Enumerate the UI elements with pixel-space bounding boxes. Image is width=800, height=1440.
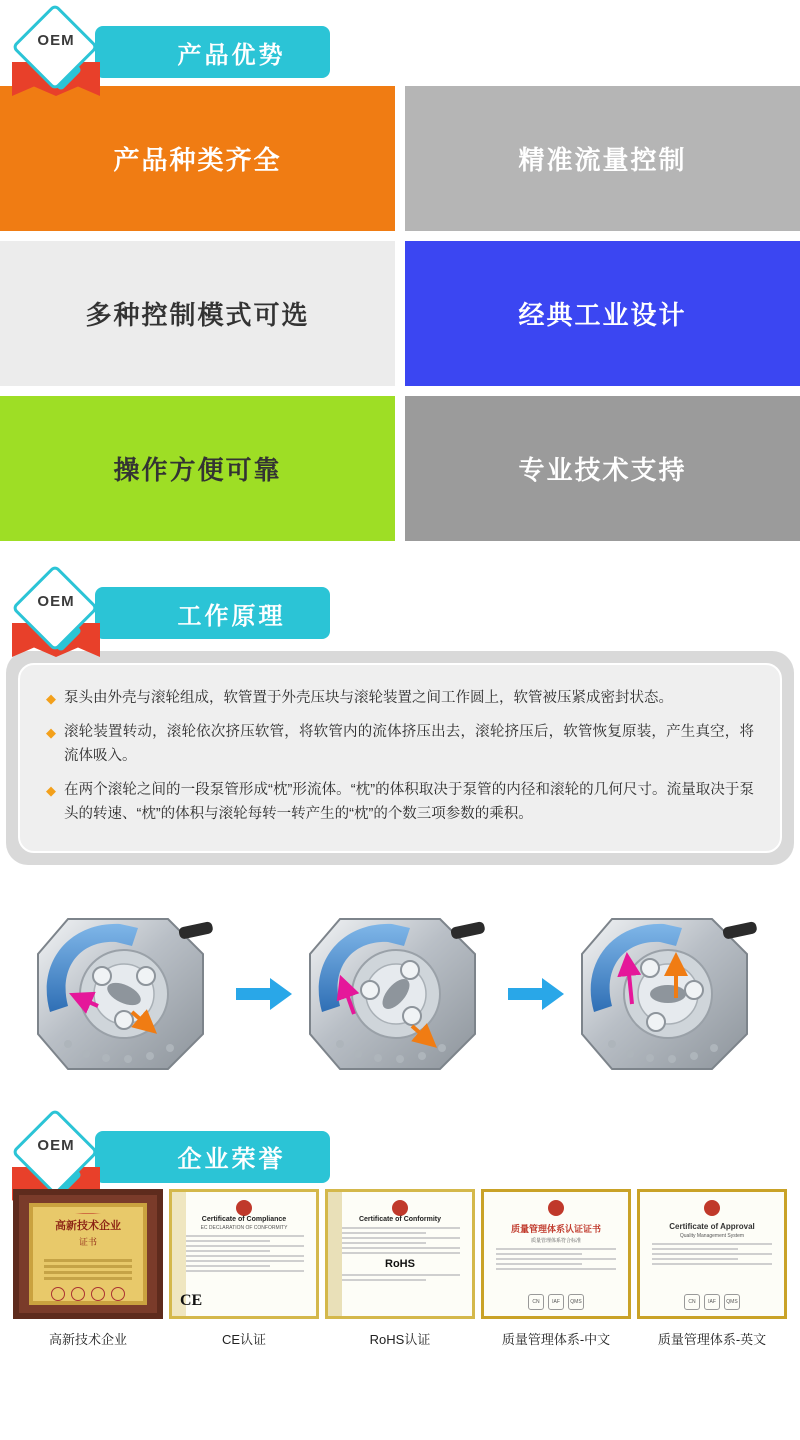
cert-title-4: 质量管理体系认证证书 bbox=[510, 1223, 601, 1234]
cert-body-lines-2 bbox=[334, 1274, 466, 1281]
badge-icon: CN bbox=[528, 1294, 544, 1310]
oem-ribbon-icon-2 bbox=[10, 575, 106, 667]
arrow-right-icon-2 bbox=[506, 974, 566, 1014]
pump-stage-3-icon bbox=[572, 894, 772, 1094]
advantage-label-1: 产品种类齐全 bbox=[113, 145, 282, 175]
diamond-bullet-icon: ◆ bbox=[46, 724, 56, 740]
cert-title-3: Certificate of Conformity bbox=[358, 1215, 442, 1223]
certificate-item-2 bbox=[169, 1189, 319, 1348]
plaque-inner bbox=[29, 1203, 147, 1305]
advantage-cell-3 bbox=[0, 241, 395, 386]
certificate-item-3 bbox=[325, 1189, 475, 1348]
section-title-advantage: 产品优势 bbox=[95, 26, 330, 78]
certificate-item-5 bbox=[637, 1189, 787, 1348]
principle-point-3 bbox=[46, 779, 754, 827]
certificate-image-ce[interactable] bbox=[169, 1189, 319, 1319]
advantage-label-6: 专业技术支持 bbox=[518, 455, 687, 485]
principle-panel-outer bbox=[6, 651, 794, 865]
badge-icon: CN bbox=[684, 1294, 700, 1310]
cert-sub-3: RoHS bbox=[385, 1257, 415, 1270]
section-header-advantage bbox=[0, 0, 800, 78]
cert-sub-1: 证书 bbox=[78, 1236, 97, 1247]
pump-stage-1-icon bbox=[28, 894, 228, 1094]
diamond-bullet-icon: ◆ bbox=[46, 691, 56, 706]
advantage-cell-4 bbox=[405, 241, 800, 386]
cert-side-band bbox=[328, 1192, 342, 1316]
principle-text-3: 在两个滚轮之间的一段泵管形成“枕”形流体。“枕”的体积取决于泵管的内径和滚轮的几何尺寸。流量取决于泵头的转速、“枕”的体积与滚轮每转一转产生的“枕”的个数三项参数的乘积。 bbox=[64, 781, 754, 822]
section-title-honor: 企业荣誉 bbox=[95, 1131, 330, 1183]
advantage-grid bbox=[0, 86, 800, 541]
certificate-image-iso-en[interactable] bbox=[637, 1189, 787, 1319]
certificate-label-1: 高新技术企业 bbox=[48, 1331, 127, 1347]
badge-icon: IAF bbox=[548, 1294, 564, 1310]
certificate-label-3: RoHS认证 bbox=[369, 1331, 431, 1347]
advantage-label-5: 操作方便可靠 bbox=[113, 455, 282, 485]
advantage-label-2: 精准流量控制 bbox=[518, 145, 687, 175]
cert-emblem-icon bbox=[236, 1200, 252, 1216]
pump-principle-diagram-row bbox=[0, 889, 800, 1099]
advantage-cell-5 bbox=[0, 396, 395, 541]
advantage-cell-2 bbox=[405, 86, 800, 231]
pump-stage-2-icon bbox=[300, 894, 500, 1094]
badge-icon: QMS bbox=[568, 1294, 584, 1310]
cert-title-5: Certificate of Approval bbox=[669, 1221, 755, 1231]
cert-body-lines bbox=[490, 1248, 622, 1270]
cert-body-lines bbox=[178, 1235, 310, 1272]
section-header-principle bbox=[0, 561, 800, 639]
section-title-principle: 工作原理 bbox=[95, 587, 330, 639]
advantage-cell-1 bbox=[0, 86, 395, 231]
cert-sub-2: EC DECLARATION OF CONFORMITY bbox=[200, 1224, 288, 1231]
cert-sub-5: Quality Management System bbox=[679, 1232, 745, 1239]
certificate-label-4: 质量管理体系-中文 bbox=[501, 1331, 611, 1347]
ribbon-oem-label: OEM bbox=[37, 1136, 75, 1154]
cert-body-lines bbox=[44, 1256, 132, 1283]
principle-text-1: 泵头由外壳与滚轮组成，软管置于外壳压块与滚轮装置之间工作圆上，软管被压紧成密封状态。 bbox=[64, 690, 673, 706]
cert-title-1: 高新技术企业 bbox=[55, 1219, 121, 1232]
advantage-label-4: 经典工业设计 bbox=[518, 300, 687, 330]
diamond-bullet-icon: ◆ bbox=[46, 782, 56, 798]
principle-text-2: 滚轮装置转动，滚轮依次挤压软管，将软管内的流体挤压出去，滚轮挤压后，软管恢复原装，产生真空，将流体吸入。 bbox=[64, 723, 754, 764]
ribbon-oem-label: OEM bbox=[37, 32, 75, 49]
cert-sub-4: 质量管理体系符合标准 bbox=[530, 1237, 581, 1244]
certificate-label-5: 质量管理体系-英文 bbox=[657, 1331, 767, 1347]
advantage-label-3: 多种控制模式可选 bbox=[85, 300, 310, 330]
ribbon-oem-label: OEM bbox=[37, 593, 75, 610]
cert-seal-group bbox=[51, 1287, 125, 1301]
advantage-cell-6 bbox=[405, 396, 800, 541]
cert-body-lines bbox=[646, 1243, 778, 1265]
cert-emblem-icon bbox=[392, 1200, 408, 1216]
certificate-item-4 bbox=[481, 1189, 631, 1348]
section-header-honor bbox=[0, 1105, 800, 1183]
cert-body-lines bbox=[334, 1227, 466, 1254]
certificate-image-high-tech[interactable] bbox=[13, 1189, 163, 1319]
arrow-right-icon-1 bbox=[234, 974, 294, 1014]
principle-panel-wrap bbox=[0, 651, 800, 865]
cert-title-2: Certificate of Compliance bbox=[201, 1215, 287, 1223]
company-emblem-icon bbox=[75, 1213, 101, 1214]
certificate-row bbox=[0, 1189, 800, 1348]
badge-icon: IAF bbox=[704, 1294, 720, 1310]
certificate-image-rohs[interactable] bbox=[325, 1189, 475, 1319]
badge-icon: QMS bbox=[724, 1294, 740, 1310]
certificate-label-2: CE认证 bbox=[221, 1331, 267, 1347]
principle-point-1 bbox=[46, 687, 754, 711]
cert-emblem-icon bbox=[704, 1200, 720, 1216]
certificate-item-1 bbox=[13, 1189, 163, 1348]
certificate-image-iso-cn[interactable] bbox=[481, 1189, 631, 1319]
cert-emblem-icon bbox=[548, 1200, 564, 1216]
principle-point-2 bbox=[46, 721, 754, 769]
principle-panel-inner bbox=[18, 663, 782, 853]
ce-mark-icon: CE bbox=[180, 1291, 203, 1309]
accreditation-badges bbox=[640, 1294, 784, 1310]
oem-ribbon-icon bbox=[10, 14, 106, 106]
accreditation-badges bbox=[484, 1294, 628, 1310]
